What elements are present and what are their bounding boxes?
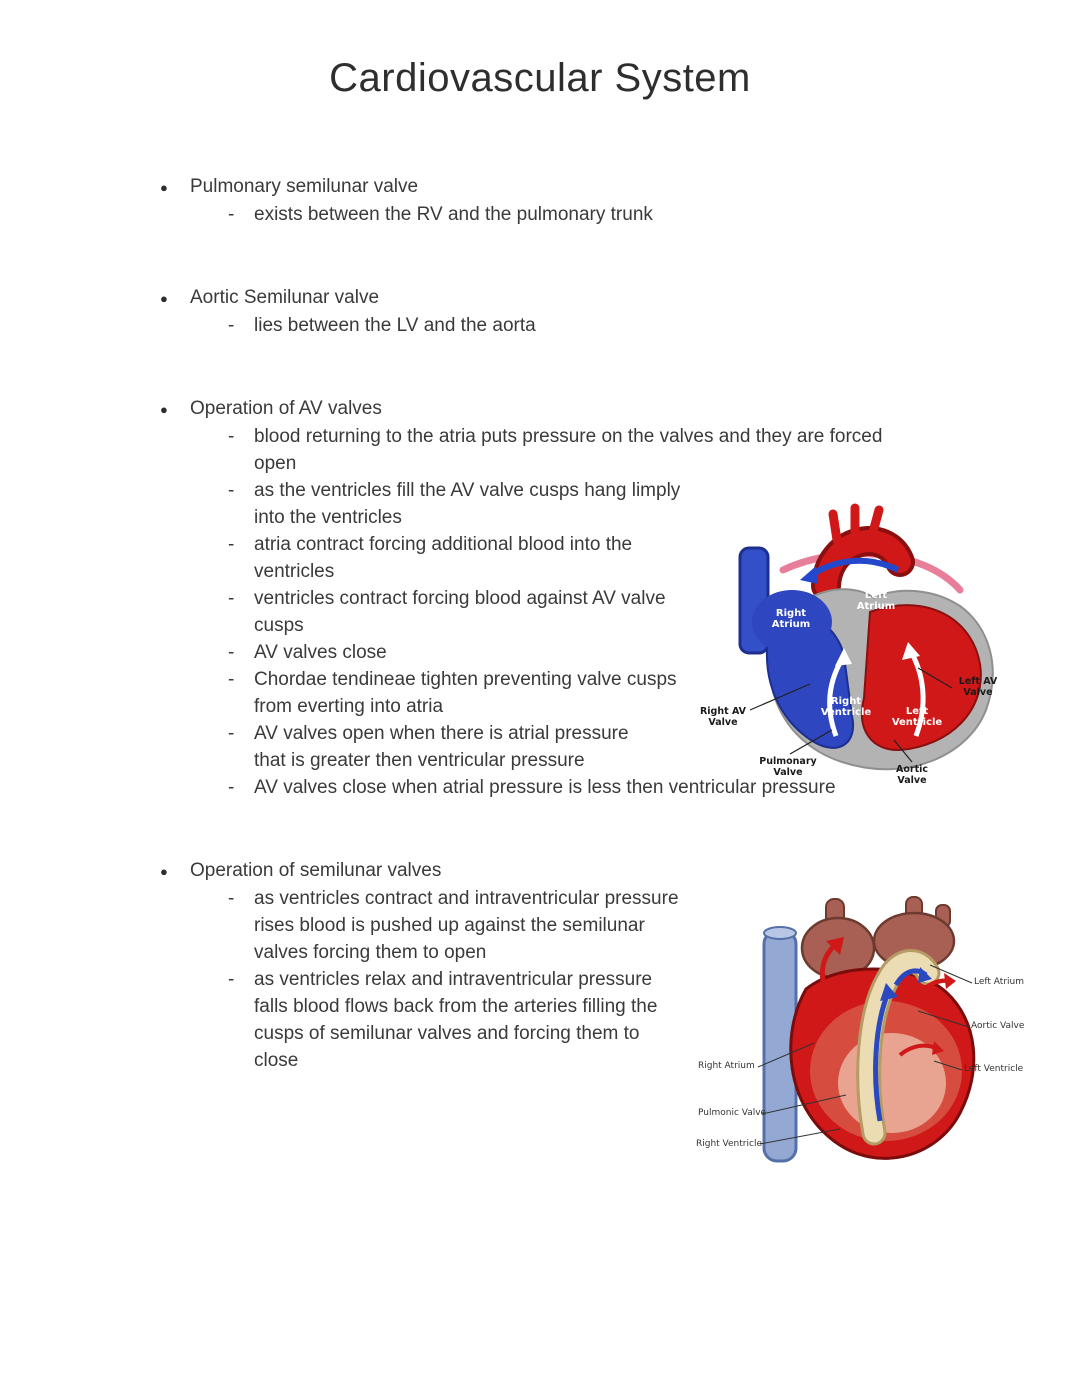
list-item-text: AV valves close [254,642,387,663]
label-left-atrium: Left Atrium [856,590,896,612]
list-item [228,201,1050,228]
bullet-row [160,395,1050,423]
page-title: Cardiovascular System [329,56,751,100]
bullet-marker [160,173,190,201]
dash-marker [228,585,254,612]
heart-cross-section-svg [688,498,1053,803]
vena-cava-opening [764,927,796,939]
label-right-ventricle: Right Ventricle [696,1139,762,1149]
label-pulmonic-valve: Pulmonic Valve [698,1108,767,1118]
dash-marker [228,639,254,666]
label-left-ventricle: Left Ventricle [964,1064,1024,1074]
label-left-av-valve: Left AV Valve [958,676,998,698]
dash-marker [228,720,254,747]
label-right-atrium: Right Atrium [771,608,811,630]
label-pulmonary-valve: Pulmonary Valve [759,756,817,778]
bullet-row [160,857,1050,885]
heart-diagram-av-valves [688,498,1053,803]
dash-marker [228,774,254,801]
bullet-marker [160,395,190,423]
list-item-text: as ventricles contract and intraventricular pressure rises blood is pushed up against the semilunar valves forcing them to open [254,888,679,963]
section-aortic-semilunar-valve [160,284,1050,339]
list-item [228,312,1050,339]
label-left-atrium: Left Atrium [974,977,1024,987]
list-item-text: Chordae tendineae tighten preventing valve cusps from everting into atria [254,669,677,717]
aorta-branch [833,514,837,540]
dash-marker [228,966,254,993]
label-aortic-valve: Aortic Valve [896,764,928,786]
list-item-text: blood returning to the atria puts pressure on the valves and they are forced open [254,426,883,474]
dash-marker [228,477,254,504]
list-item-text: ventricles contract forcing blood against AV valve cusps [254,588,666,636]
dash-marker [228,531,254,558]
list-item-text: atria contract forcing additional blood into the ventricles [254,534,633,582]
label-right-ventricle: Right Ventricle [820,696,872,718]
list-item-text: AV valves open when there is atrial pressure that is greater then ventricular pressure [254,723,629,771]
dash-marker [228,312,254,339]
bullet-row [160,173,1050,201]
label-right-av-valve: Right AV Valve [699,706,747,728]
section-heading: Pulmonary semilunar valve [190,176,419,197]
list-item [228,423,1050,477]
label-aortic-valve: Aortic Valve [971,1021,1025,1031]
bullet-marker [160,284,190,312]
bullet-row [160,284,1050,312]
section-heading: Operation of semilunar valves [190,860,442,881]
list-item-text: lies between the LV and the aorta [254,315,536,336]
inflow-arrowhead [800,566,818,584]
section-pulmonary-semilunar-valve [160,173,1050,228]
list-item-text: as ventricles relax and intraventricular pressure falls blood flows back from the arteries filling the cusps of semilunar valves and forcing them to close [254,969,658,1071]
dash-marker [228,201,254,228]
section-heading: Operation of AV valves [190,398,382,419]
list-item-text: as the ventricles fill the AV valve cusps hang limply into the ventricles [254,480,681,528]
dash-marker [228,423,254,450]
heart-diagram-semilunar-valves [688,893,1063,1193]
dash-marker [228,885,254,912]
label-right-atrium: Right Atrium [698,1061,755,1071]
list-item-text: exists between the RV and the pulmonary trunk [254,204,653,225]
list-item-text: AV valves close when atrial pressure is less then ventricular pressure [254,777,836,798]
dash-marker [228,666,254,693]
aorta-branch [873,510,879,532]
bullet-marker [160,857,190,885]
section-heading: Aortic Semilunar valve [190,287,380,308]
label-left-ventricle: Left Ventricle [891,706,943,728]
